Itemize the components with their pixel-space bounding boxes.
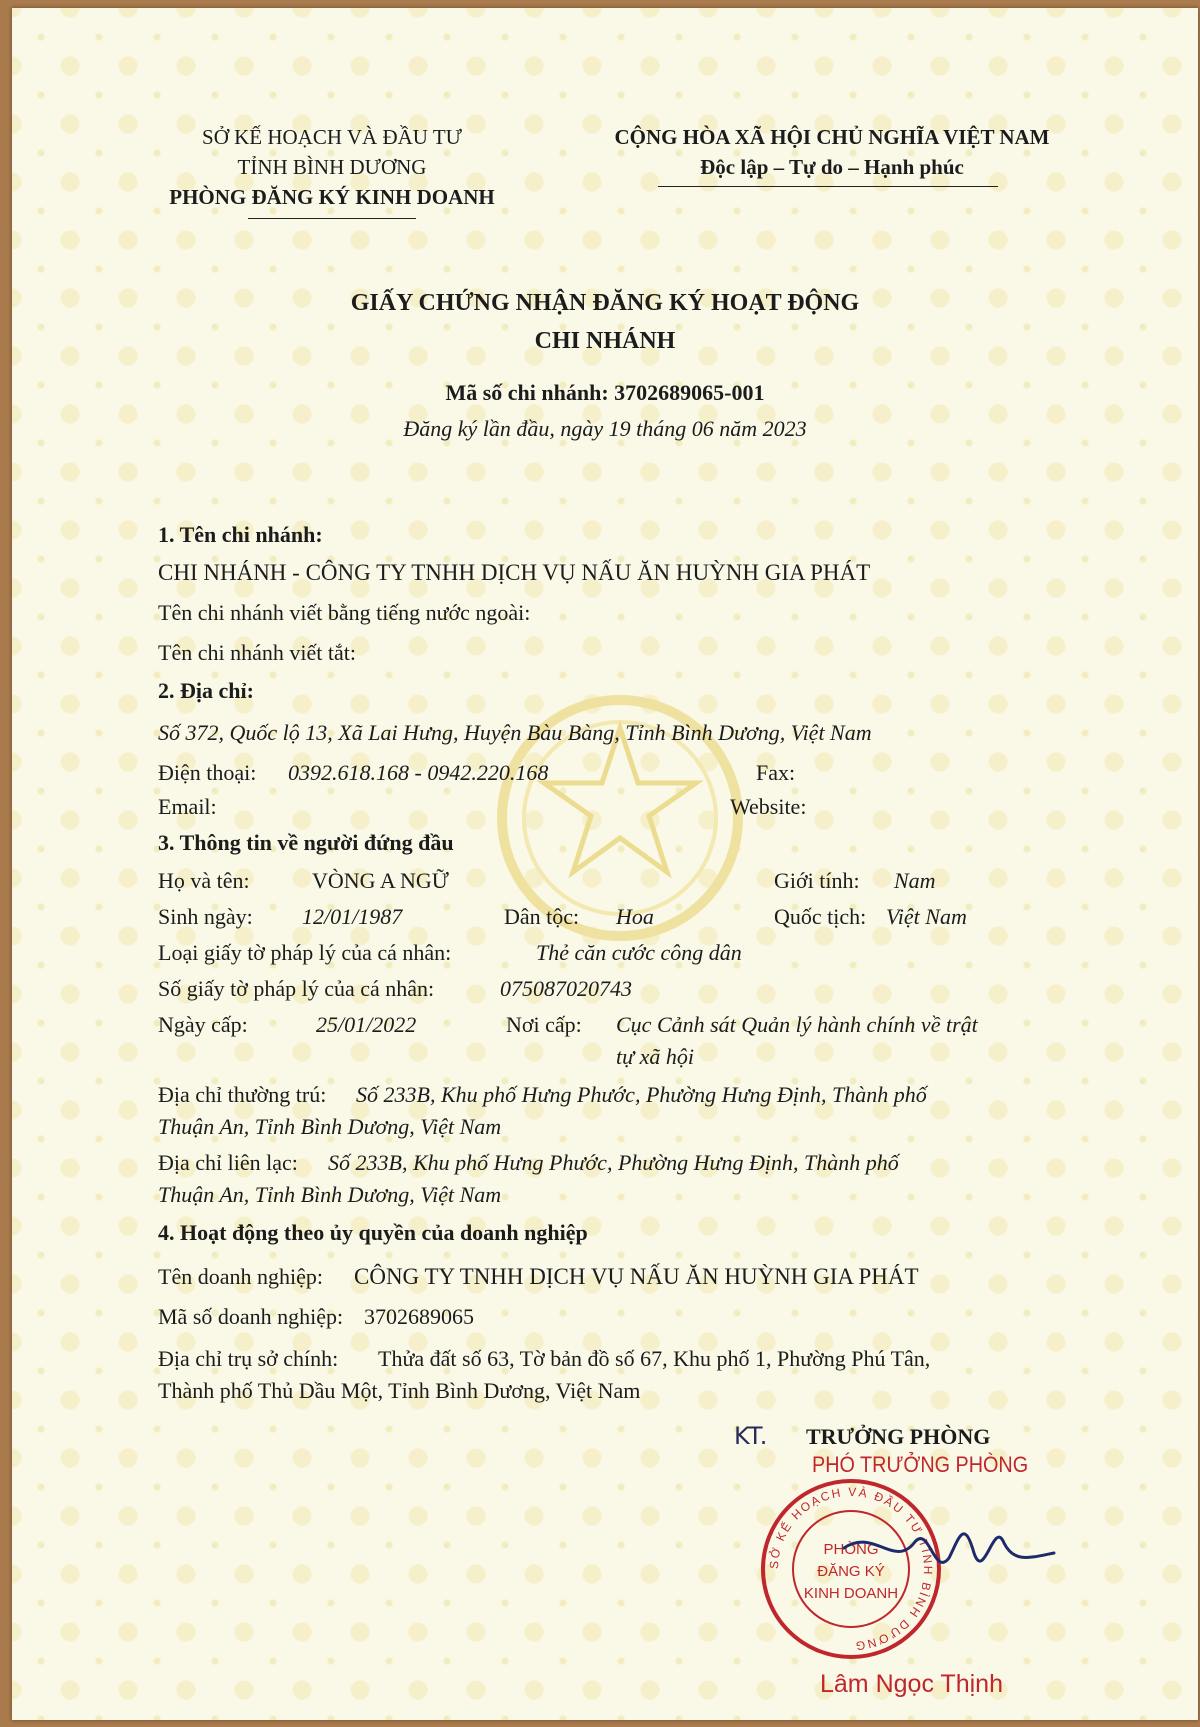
contact-address-line-1: Số 233B, Khu phố Hưng Phước, Phường Hưng Định, Thành phố bbox=[328, 1150, 899, 1175]
hq-address-line-2: Thành phố Thủ Dầu Một, Tỉnh Bình Dương, Việt Nam bbox=[158, 1378, 641, 1403]
fax-label: Fax: bbox=[756, 760, 796, 785]
deputy-title: PHÓ TRƯỞNG PHÒNG bbox=[812, 1452, 1029, 1477]
id-number-label: Số giấy tờ pháp lý của cá nhân: bbox=[158, 976, 435, 1001]
stamp-ring-text: SỞ KẾ HOẠCH VÀ ĐẦU TƯ TỈNH BÌNH DƯƠNG bbox=[766, 1484, 936, 1654]
kt-handwritten: KT. bbox=[734, 1422, 768, 1450]
section-4-heading: 4. Hoạt động theo ủy quyền của doanh nghiệp bbox=[158, 1220, 588, 1245]
nationality-label: Quốc tịch: bbox=[774, 904, 867, 929]
gender-label: Giới tính: bbox=[774, 868, 860, 893]
phone-value: 0392.618.168 - 0942.220.168 bbox=[288, 760, 549, 785]
registration-date: Đăng ký lần đầu, ngày 19 tháng 06 năm 2023 bbox=[403, 416, 807, 441]
signer-name: Lâm Ngọc Thịnh bbox=[820, 1670, 1003, 1698]
country-name: CỘNG HÒA XÃ HỘI CHỦ NGHĨA VIỆT NAM bbox=[614, 125, 1050, 149]
certificate-paper bbox=[12, 8, 1198, 1720]
issue-place-line-2: tự xã hội bbox=[616, 1044, 694, 1069]
agency-line-3: PHÒNG ĐĂNG KÝ KINH DOANH bbox=[169, 185, 495, 209]
short-name-label: Tên chi nhánh viết tắt: bbox=[158, 640, 356, 665]
nationality-value: Việt Nam bbox=[886, 904, 967, 929]
id-number-value: 075087020743 bbox=[500, 976, 632, 1001]
id-type-value: Thẻ căn cước công dân bbox=[536, 940, 742, 965]
ethnic-value: Hoa bbox=[616, 904, 654, 929]
stamp-line-1: PHÒNG bbox=[823, 1541, 879, 1558]
company-code-value: 3702689065 bbox=[364, 1304, 474, 1329]
contact-address-line-2: Thuận An, Tỉnh Bình Dương, Việt Nam bbox=[158, 1182, 502, 1207]
issue-date-label: Ngày cấp: bbox=[158, 1012, 248, 1037]
document-title-1: GIẤY CHỨNG NHẬN ĐĂNG KÝ HOẠT ĐỘNG bbox=[350, 290, 860, 316]
document-title-2: CHI NHÁNH bbox=[534, 328, 676, 354]
permanent-address-line-2: Thuận An, Tỉnh Bình Dương, Việt Nam bbox=[158, 1114, 502, 1139]
company-name-label: Tên doanh nghiệp: bbox=[158, 1264, 323, 1289]
issue-place-label: Nơi cấp: bbox=[506, 1012, 582, 1037]
company-code-label: Mã số doanh nghiệp: bbox=[158, 1304, 344, 1329]
id-type-label: Loại giấy tờ pháp lý của cá nhân: bbox=[158, 940, 452, 965]
fullname-label: Họ và tên: bbox=[158, 868, 250, 893]
gender-value: Nam bbox=[894, 868, 936, 893]
agency-line-2: TỈNH BÌNH DƯƠNG bbox=[237, 155, 427, 179]
country-motto: Độc lập – Tự do – Hạnh phúc bbox=[700, 155, 964, 179]
branch-address: Số 372, Quốc lộ 13, Xã Lai Hưng, Huyện Bàu Bàng, Tỉnh Bình Dương, Việt Nam bbox=[158, 720, 872, 745]
contact-address-label: Địa chỉ liên lạc: bbox=[158, 1150, 298, 1175]
website-label: Website: bbox=[730, 794, 807, 819]
permanent-address-label: Địa chỉ thường trú: bbox=[158, 1082, 327, 1107]
section-2-heading: 2. Địa chỉ: bbox=[158, 678, 254, 703]
dob-label: Sinh ngày: bbox=[158, 904, 253, 929]
permanent-address-line-1: Số 233B, Khu phố Hưng Phước, Phường Hưng Định, Thành phố bbox=[356, 1082, 927, 1107]
ethnic-label: Dân tộc: bbox=[504, 904, 580, 929]
hq-address-label: Địa chỉ trụ sở chính: bbox=[158, 1346, 339, 1371]
dob-value: 12/01/1987 bbox=[302, 904, 403, 929]
agency-underline bbox=[248, 218, 416, 219]
phone-label: Điện thoại: bbox=[158, 760, 257, 785]
branch-code: Mã số chi nhánh: 3702689065-001 bbox=[445, 380, 765, 405]
handwritten-signature bbox=[834, 1498, 1064, 1588]
signer-role: TRƯỞNG PHÒNG bbox=[806, 1424, 991, 1449]
branch-name: CHI NHÁNH - CÔNG TY TNHH DỊCH VỤ NẤU ĂN HUỲNH GIA PHÁT bbox=[158, 560, 871, 585]
section-1-heading: 1. Tên chi nhánh: bbox=[158, 522, 323, 547]
issue-place-line-1: Cục Cảnh sát Quản lý hành chính về trật bbox=[616, 1012, 978, 1037]
issue-date-value: 25/01/2022 bbox=[316, 1012, 417, 1037]
agency-line-1: SỞ KẾ HOẠCH VÀ ĐẦU TƯ bbox=[202, 125, 462, 149]
section-3-heading: 3. Thông tin về người đứng đầu bbox=[158, 830, 454, 855]
fullname-value: VÒNG A NGỮ bbox=[312, 868, 449, 893]
stamp-line-2: ĐĂNG KÝ bbox=[817, 1563, 885, 1580]
company-name-value: CÔNG TY TNHH DỊCH VỤ NẤU ĂN HUỲNH GIA PHÁT bbox=[354, 1264, 919, 1289]
motto-underline bbox=[658, 186, 998, 187]
email-label: Email: bbox=[158, 794, 217, 819]
hq-address-line-1: Thửa đất số 63, Tờ bản đồ số 67, Khu phố 1, Phường Phú Tân, bbox=[378, 1346, 931, 1371]
foreign-name-label: Tên chi nhánh viết bằng tiếng nước ngoài: bbox=[158, 600, 531, 625]
stamp-line-3: KINH DOANH bbox=[803, 1585, 899, 1602]
